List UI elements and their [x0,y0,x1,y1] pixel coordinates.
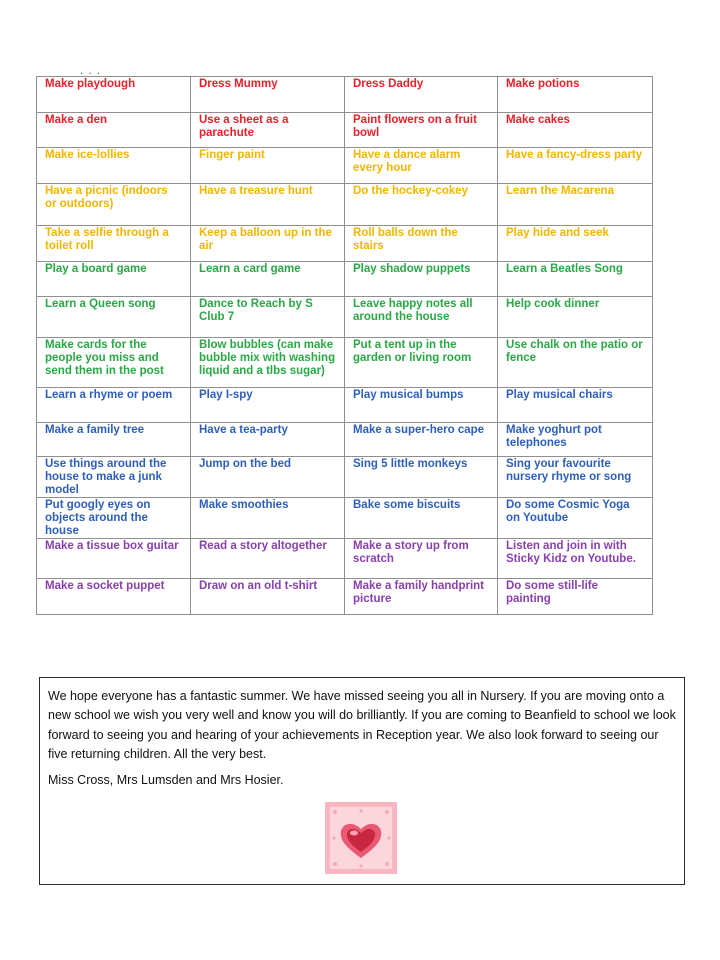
message-body: We hope everyone has a fantastic summer. We have missed seeing you all in Nursery. If you are moving onto a new school we wish you very well and know you will do brilliantly. If you are coming to Beanfield to school we look forward to seeing you and hearing of your achievements in Reception year. We also look forward to seeing our five returning children. All the very best. [48,689,676,761]
table-row [37,113,653,148]
activity-cell: Put googly eyes on objects around the house [37,498,191,539]
activity-cell: Do some still-life painting [498,579,653,615]
activity-cell: Make playdough [37,77,191,113]
table-row [37,579,653,615]
activity-cell: Play shadow puppets [345,262,498,297]
table-row [37,148,653,184]
activity-cell: Bake some biscuits [345,498,498,539]
activity-cell: Make ice-lollies [37,148,191,184]
activity-cell: Read a story altogether [191,539,345,579]
activity-cell: Have a treasure hunt [191,184,345,226]
activity-cell: Do some Cosmic Yoga on Youtube [498,498,653,539]
activity-cell: Make a family handprint picture [345,579,498,615]
table-row [37,184,653,226]
activity-cell: Help cook dinner [498,297,653,338]
activity-cell: Learn a card game [191,262,345,297]
activity-cell: Make cards for the people you miss and send them in the post [37,338,191,388]
table-row [37,423,653,457]
activity-cell: Learn a Queen song [37,297,191,338]
activity-cell: Make a den [37,113,191,148]
activity-cell: Blow bubbles (can make bubble mix with washing liquid and a tlbs sugar) [191,338,345,388]
activity-cell: Make a socket puppet [37,579,191,615]
activity-cell: Play musical chairs [498,388,653,423]
activity-cell: Learn a Beatles Song [498,262,653,297]
activity-cell: Finger paint [191,148,345,184]
activity-cell: Jump on the bed [191,457,345,498]
activity-cell: Make potions [498,77,653,113]
activity-cell: Paint flowers on a fruit bowl [345,113,498,148]
activity-cell: Make smoothies [191,498,345,539]
activity-cell: Dance to Reach by S Club 7 [191,297,345,338]
table-row [37,77,653,113]
activity-cell: Put a tent up in the garden or living room [345,338,498,388]
activity-cell: Learn a rhyme or poem [37,388,191,423]
activity-cell: Leave happy notes all around the house [345,297,498,338]
activity-cell: Learn the Macarena [498,184,653,226]
activity-table [36,76,653,615]
activity-cell: Have a fancy-dress party [498,148,653,184]
activity-cell: Have a picnic (indoors or outdoors) [37,184,191,226]
activity-cell: Use a sheet as a parachute [191,113,345,148]
message-box [39,677,685,885]
activity-cell: Make cakes [498,113,653,148]
activity-cell: Listen and join in with Sticky Kidz on Youtube. [498,539,653,579]
activity-cell: Use things around the house to make a junk model [37,457,191,498]
activity-cell: Sing your favourite nursery rhyme or song [498,457,653,498]
activity-cell: Have a tea-party [191,423,345,457]
activity-cell: Make a story up from scratch [345,539,498,579]
activity-cell: Make a family tree [37,423,191,457]
activity-cell: Play I-spy [191,388,345,423]
table-row [37,388,653,423]
table-row [37,338,653,388]
signature: Miss Cross, Mrs Lumsden and Mrs Hosier. [48,773,284,788]
scan-marks: . . . [80,66,101,77]
activity-cell: Dress Daddy [345,77,498,113]
activity-cell: Have a dance alarm every hour [345,148,498,184]
activity-cell: Sing 5 little monkeys [345,457,498,498]
table-row [37,457,653,498]
activity-cell: Play musical bumps [345,388,498,423]
table-row [37,262,653,297]
activity-cell: Do the hockey-cokey [345,184,498,226]
activity-cell: Make a super-hero cape [345,423,498,457]
activity-cell: Roll balls down the stairs [345,226,498,262]
table-row [37,539,653,579]
activity-cell: Use chalk on the patio or fence [498,338,653,388]
activity-cell: Make yoghurt pot telephones [498,423,653,457]
table-row [37,226,653,262]
activity-cell: Play a board game [37,262,191,297]
table-row [37,297,653,338]
activity-cell: Take a selfie through a toilet roll [37,226,191,262]
activity-cell: Keep a balloon up in the air [191,226,345,262]
heart-stamp-icon [325,802,397,874]
activity-cell: Dress Mummy [191,77,345,113]
activity-cell: Play hide and seek [498,226,653,262]
activity-cell: Make a tissue box guitar [37,539,191,579]
table-row [37,498,653,539]
activity-cell: Draw on an old t-shirt [191,579,345,615]
